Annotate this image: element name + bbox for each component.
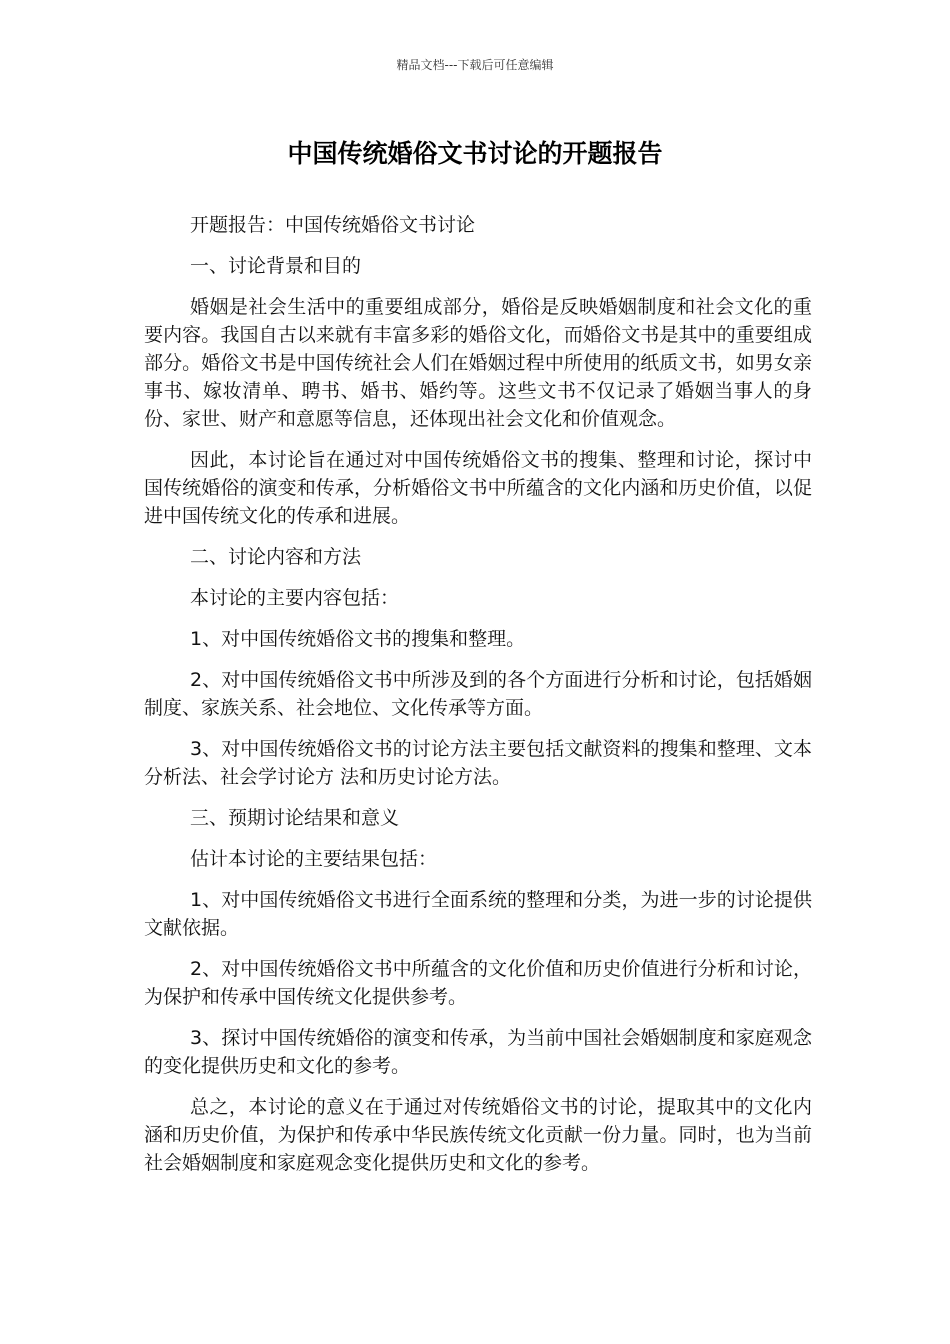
header-note: 精品文档---下载后可任意编辑 [396,58,554,72]
paragraph-purpose: 因此，本讨论旨在通过对中国传统婚俗文书的搜集、整理和讨论，探讨中国传统婚俗的演变和传承，分析婚俗文书中所蕴含的文化内涵和历史价值，以促进中国传统文化的传承和进展。 [144,449,812,527]
list-item-content-1: 1、对中国传统婚俗文书的搜集和整理。 [190,628,526,650]
paragraph-results-intro: 估计本讨论的主要结果包括： [190,848,438,870]
paragraph-conclusion: 总之，本讨论的意义在于通过对传统婚俗文书的讨论，提取其中的文化内涵和历史价值，为保护和传承中华民族传统文化贡献一份力量。同时，也为当前社会婚姻制度和家庭观念变化提供历史和文化的参考。 [144,1096,812,1174]
paragraph-background: 婚姻是社会生活中的重要组成部分，婚俗是反映婚姻制度和社会文化的重要内容。我国自古以来就有丰富多彩的婚俗文化，而婚俗文书是其中的重要组成部分。婚俗文书是中国传统社会人们在婚姻过程中所使用的纸质文书，如男女亲事书、嫁妆清单、聘书、婚书、婚约等。这些文书不仅记录了婚姻当事人的身份、家世、财产和意愿等信息，还体现出社会文化和价值观念。 [144,296,812,430]
list-item-result-1: 1、对中国传统婚俗文书进行全面系统的整理和分类，为进一步的讨论提供文献依据。 [144,889,812,939]
list-item-content-3: 3、对中国传统婚俗文书的讨论方法主要包括文献资料的搜集和整理、文本分析法、社会学讨论方 法和历史讨论方法。 [144,738,812,788]
document-title: 中国传统婚俗文书讨论的开题报告 [287,139,663,168]
document-body [144,211,812,1190]
report-heading: 开题报告：中国传统婚俗文书讨论 [190,214,476,236]
list-item-result-2: 2、对中国传统婚俗文书中所蕴含的文化价值和历史价值进行分析和讨论，为保护和传承中国传统文化提供参考。 [144,958,812,1008]
section-heading-background: 一、讨论背景和目的 [190,255,362,277]
section-heading-expected-results: 三、预期讨论结果和意义 [190,807,400,829]
paragraph-content-intro: 本讨论的主要内容包括： [190,587,400,609]
section-heading-content-method: 二、讨论内容和方法 [190,546,362,568]
list-item-result-3: 3、探讨中国传统婚俗的演变和传承，为当前中国社会婚姻制度和家庭观念的变化提供历史和文化的参考。 [144,1027,812,1077]
list-item-content-2: 2、对中国传统婚俗文书中所涉及到的各个方面进行分析和讨论，包括婚姻制度、家族关系、社会地位、文化传承等方面。 [144,669,812,719]
